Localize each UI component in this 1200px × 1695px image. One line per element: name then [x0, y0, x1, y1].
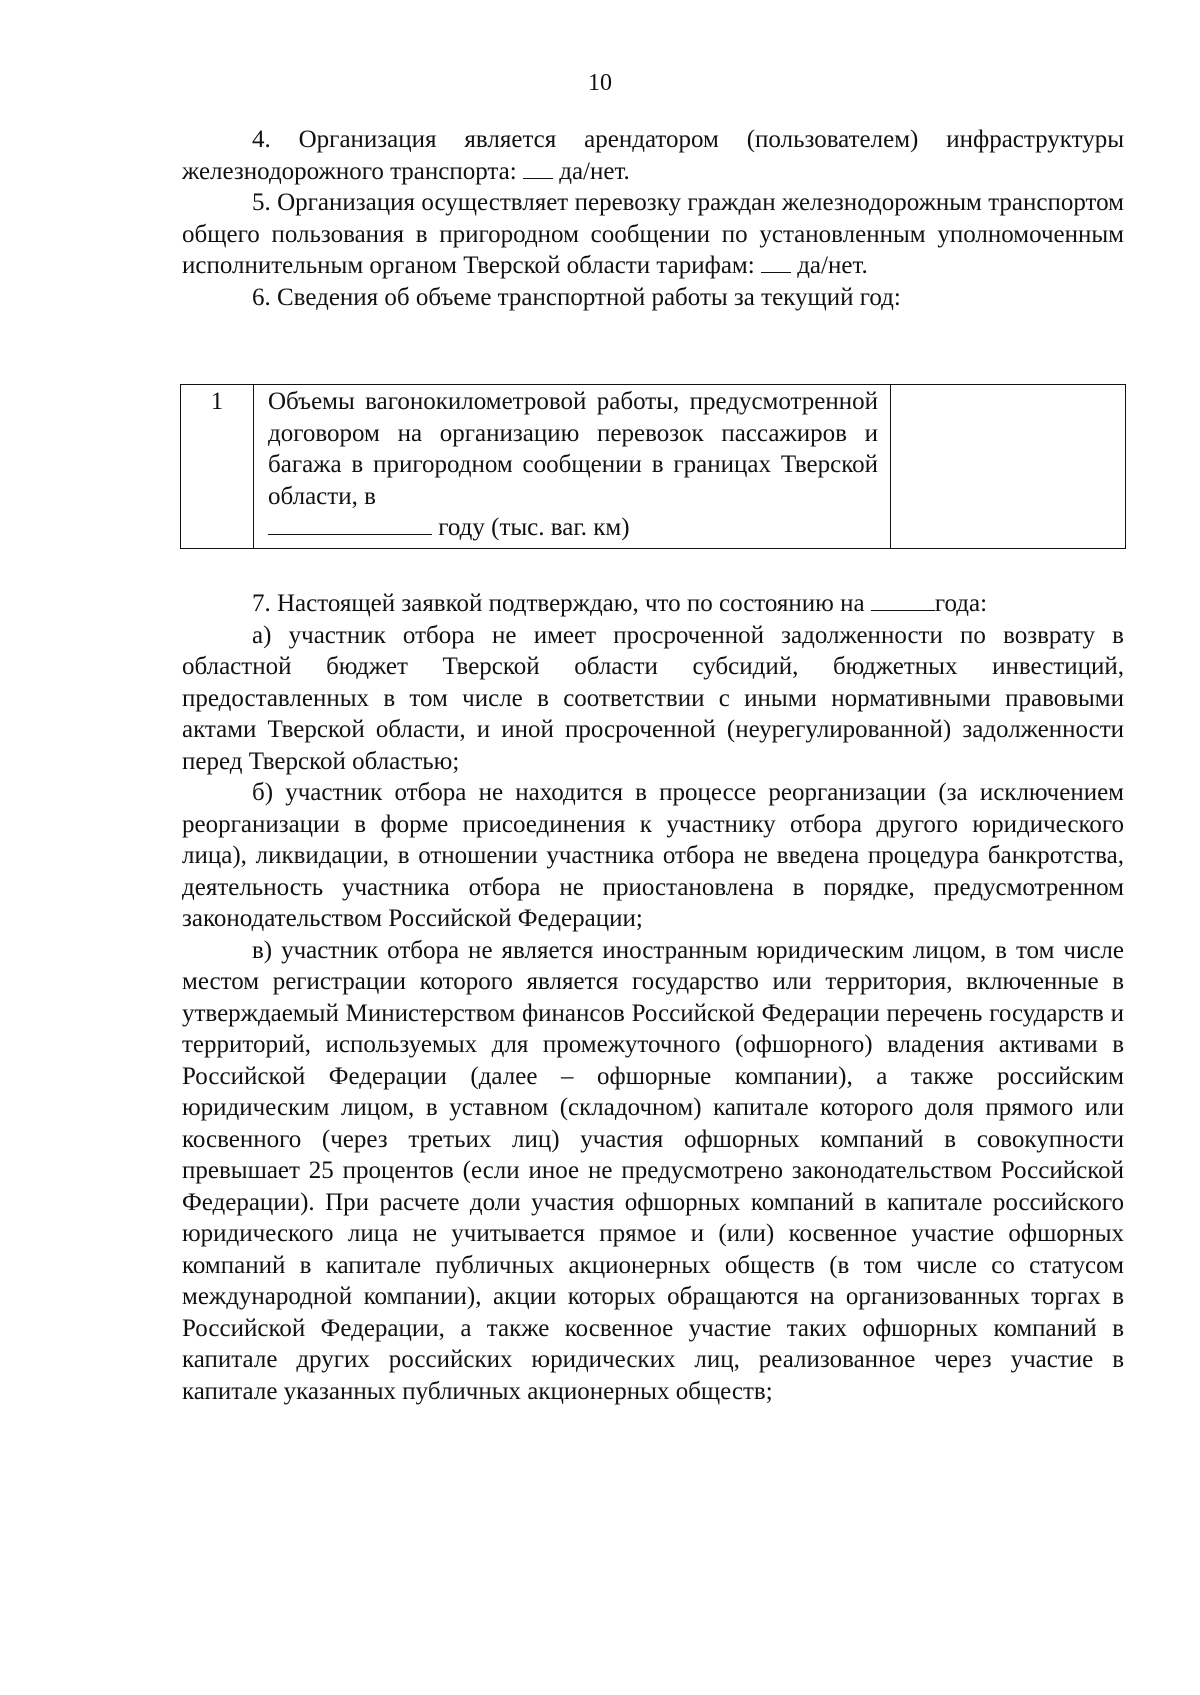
- item-4-tail: да/нет.: [559, 157, 630, 185]
- item-7-b: б) участник отбора не находится в процессе реорганизации (за исключением реорганизации в форме присоединения к участнику отбора другого юридического лица), ликвидации, в отношении участника отбора не введена процедура банкротства, деятельность участника отбора не приостановлена в порядке, предусмотренном законодательством Российской Федерации;: [182, 779, 1124, 932]
- item-4-blank: [523, 158, 553, 179]
- date-blank: [871, 590, 935, 611]
- page-number: 10: [588, 70, 612, 96]
- item-5-text: 5. Организация осуществляет перевозку граждан железнодорожным транспортом общего пользования в пригородном сообщении по установленным уполномоченным исполнительным органом Тверской области тарифам:: [182, 189, 1124, 279]
- item-5-tail: да/нет.: [797, 252, 868, 279]
- item-5: [182, 187, 1124, 282]
- table-row: [181, 385, 1126, 549]
- year-blank: [268, 514, 432, 535]
- item-7-a: а) участник отбора не имеет просроченной задолженности по возврату в областной бюджет Тверской области субсидий, бюджетных инвестиций, предоставленных в том числе в соответствии с иными нормативными правовыми актами Тверской области, и иной просроченной (неурегулированной) задолженности перед Тверской областью;: [182, 621, 1124, 775]
- item-7-intro-tail: года:: [934, 590, 988, 617]
- item-4: [182, 124, 1124, 187]
- section-items-4-6: [182, 124, 1124, 313]
- transport-volume-table: [180, 384, 1126, 549]
- row-number-cell: 1: [181, 385, 254, 549]
- item-4-text: 4. Организация является арендатором (пользователем) инфраструктуры железнодорожного транспорта:: [182, 126, 1124, 185]
- section-item-7: [182, 588, 1124, 1407]
- item-7-intro: [182, 588, 1124, 620]
- row-description-text: Объемы вагонокилометровой работы, предусмотренной договором на организацию перевозок пассажиров и багажа в пригородном сообщении в границах Тверской области, в: [268, 388, 878, 510]
- row-value-cell: [891, 385, 1126, 549]
- row-description-cell: [254, 385, 891, 549]
- item-5-blank: [761, 252, 791, 273]
- item-7-intro-text: 7. Настоящей заявкой подтверждаю, что по состоянию на: [252, 590, 865, 617]
- row-description-tail: году (тыс. ваг. км): [438, 514, 630, 541]
- item-7-v: в) участник отбора не является иностранным юридическим лицом, в том числе местом регистрации которого является государство или территория, включенные в утверждаемый Министерством финансов Российской Федерации перечень государств и территорий, используемых для промежуточного (офшорного) владения активами в Российской Федерации (далее – офшорные компании), а также российским юридическим лицом, в уставном (складочном) капитале которого доля прямого или косвенного (через третьих лиц) участия офшорных компаний в совокупности превышает 25 процентов (если иное не предусмотрено законодательством Российской Федерации). При расчете доли участия офшорных компаний в капитале российского юридического лица не учитывается прямое и (или) косвенное участие офшорных компаний в капитале публичных акционерных обществ (в том числе со статусом международной компании), акции которых обращаются на организованных торгах в Российской Федерации, а также косвенное участие таких офшорных компаний в капитале других российских юридических лиц, реализованное через участие в капитале указанных публичных акционерных обществ;: [182, 936, 1124, 1405]
- item-6: 6. Сведения об объеме транспортной работы за текущий год:: [252, 283, 901, 311]
